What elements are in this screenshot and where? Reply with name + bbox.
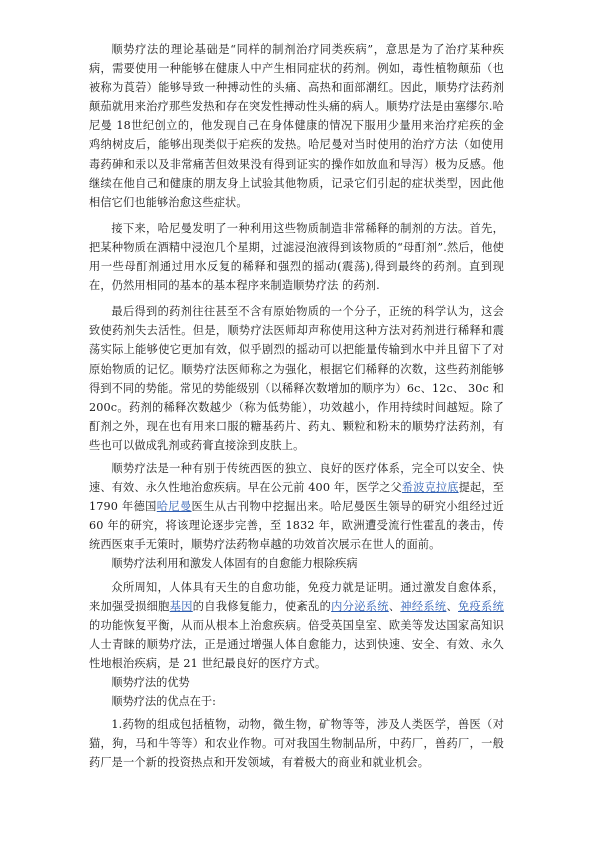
history-text-1: 顺势疗法是一种有别于传统西医的独立、良好的医疗体系，完全可以安全、快速、有效、永久性地治愈疾病。早在公元前 400 年，医学之父 — [89, 461, 504, 495]
link-nervous-system[interactable]: 神经系统 — [400, 599, 447, 613]
separator-2: 、 — [446, 599, 458, 613]
link-immune-system[interactable]: 免疫系统 — [458, 599, 504, 613]
link-endocrine-system[interactable]: 内分泌系统 — [331, 599, 389, 613]
link-hahnemann[interactable]: 哈尼曼 — [156, 500, 192, 514]
paragraph-self-healing — [89, 578, 504, 673]
paragraph-history — [89, 459, 504, 554]
heading-self-healing: 顺势疗法利用和激发人体固有的自愈能力根除疾病 — [111, 557, 358, 571]
link-hippocrates[interactable]: 希波克拉底 — [401, 481, 459, 495]
self-healing-text-2: 的自我修复能力，使紊乱的 — [192, 599, 332, 613]
history-text-3: 医生从古刊物中挖掘出来。哈尼曼医生领导的研究小组经过近 60 年的研究，将该理论逐步完善，至 1832 年，欧洲遭受流行性霍乱的袭击，传统西医束手无策时，顺势疗法药物卓越的功效首次展示在世人的面前。 — [89, 500, 504, 552]
self-healing-text-3: 的功能恢复平衡，从而从根本上治愈疾病。倍受英国皇室、欧美等发达国家高知识人士青睐的顺势疗法，正是通过增强人体自愈能力，达到快速、安全、有效、永久性地根治疾病，是 21 世纪最良好的医疗方式。 — [89, 618, 504, 670]
paragraph-merit-1: 1.药物的组成包括植物，动物，微生物，矿物等等，涉及人类医学，兽医（对猫，狗，马和牛等等）和农业作物。可对我国生物制品所，中药厂，兽药厂，一般药厂是一个新的投资热点和开发领域，有着极大的商业和就业机会。 — [89, 718, 504, 770]
heading-advantages: 顺势疗法的优势 — [111, 676, 190, 689]
self-healing-text-1: 众所周知，人体具有天生的自愈功能，免疫力就是证明。通过激发自愈体系，来加强受损细胞 — [89, 580, 504, 613]
link-gene[interactable]: 基因 — [169, 599, 193, 613]
separator-1: 、 — [388, 599, 401, 613]
paragraph-preparation: 接下来，哈尼曼发明了一种利用这些物质制造非常稀释的制剂的方法。首先，把某种物质在酒精中浸泡几个星期，过滤浸泡液得到该物质的“母酊剂”.然后，他使用一些母酊剂通过用水反复的稀释和强烈的摇动(震荡),得到最终的药剂。直到现在，仍然用相同的基本的基本程序来制造顺势疗法 的药剂. — [89, 221, 504, 293]
heading-merits: 顺势疗法的优点在于: — [111, 695, 216, 709]
paragraph-dilution: 最后得到的药剂往往甚至不含有原始物质的一个分子，正统的科学认为，这会致使药剂失去活性。但是，顺势疗法医师却声称使用这种方法对药剂进行稀释和震荡实际上能够使它更加有效，似乎剧烈的摇动可以把能量传输到水中并且留下了对原始物质的记忆。顺势疗法医师称之为强化，根据它们稀释的次数，这些药剂能够得到不同的势能。常见的势能级别（以稀释次数增加的顺序为）6c、12c、 30c 和 200c。药剂的稀释次数越少（称为低势能），功效越小，作用持续时间越短。除了酊剂之外，现在也有用来口服的糖基药片、药丸、颗粒和粉末的顺势疗法药剂，有些也可以做成乳剂或药膏直接涂到皮肤上。 — [89, 305, 504, 452]
paragraph-theory: 顺势疗法的理论基础是“同样的制剂治疗同类疾病”，意思是为了治疗某种疾病，需要使用一种能够在健康人中产生相同症状的药剂。例如，毒性植物颠茄（也被称为莨菪）能够导致一种搏动性的头痛、高热和面部潮红。因此，顺势疗法药剂颠茄就用来治疗那些发热和存在突发性搏动性头痛的病人。顺势疗法是由塞缪尔.哈尼曼 18世纪创立的，他发现自己在身体健康的情况下服用少量用来治疗疟疾的金鸡纳树皮后，能够出现类似于疟疾的发热。哈尼曼对当时使用的治疗方法（如使用毒药砷和汞以及非常痛苦但效果没有得到证实的操作如放血和导泻）极为反感。他继续在他自己和健康的朋友身上试验其他物质，记录它们引起的症状类型，因此他相信它们也能够治愈这些症状。 — [89, 43, 504, 209]
history-text-2: 提起，至 1790 年德国 — [89, 481, 504, 514]
